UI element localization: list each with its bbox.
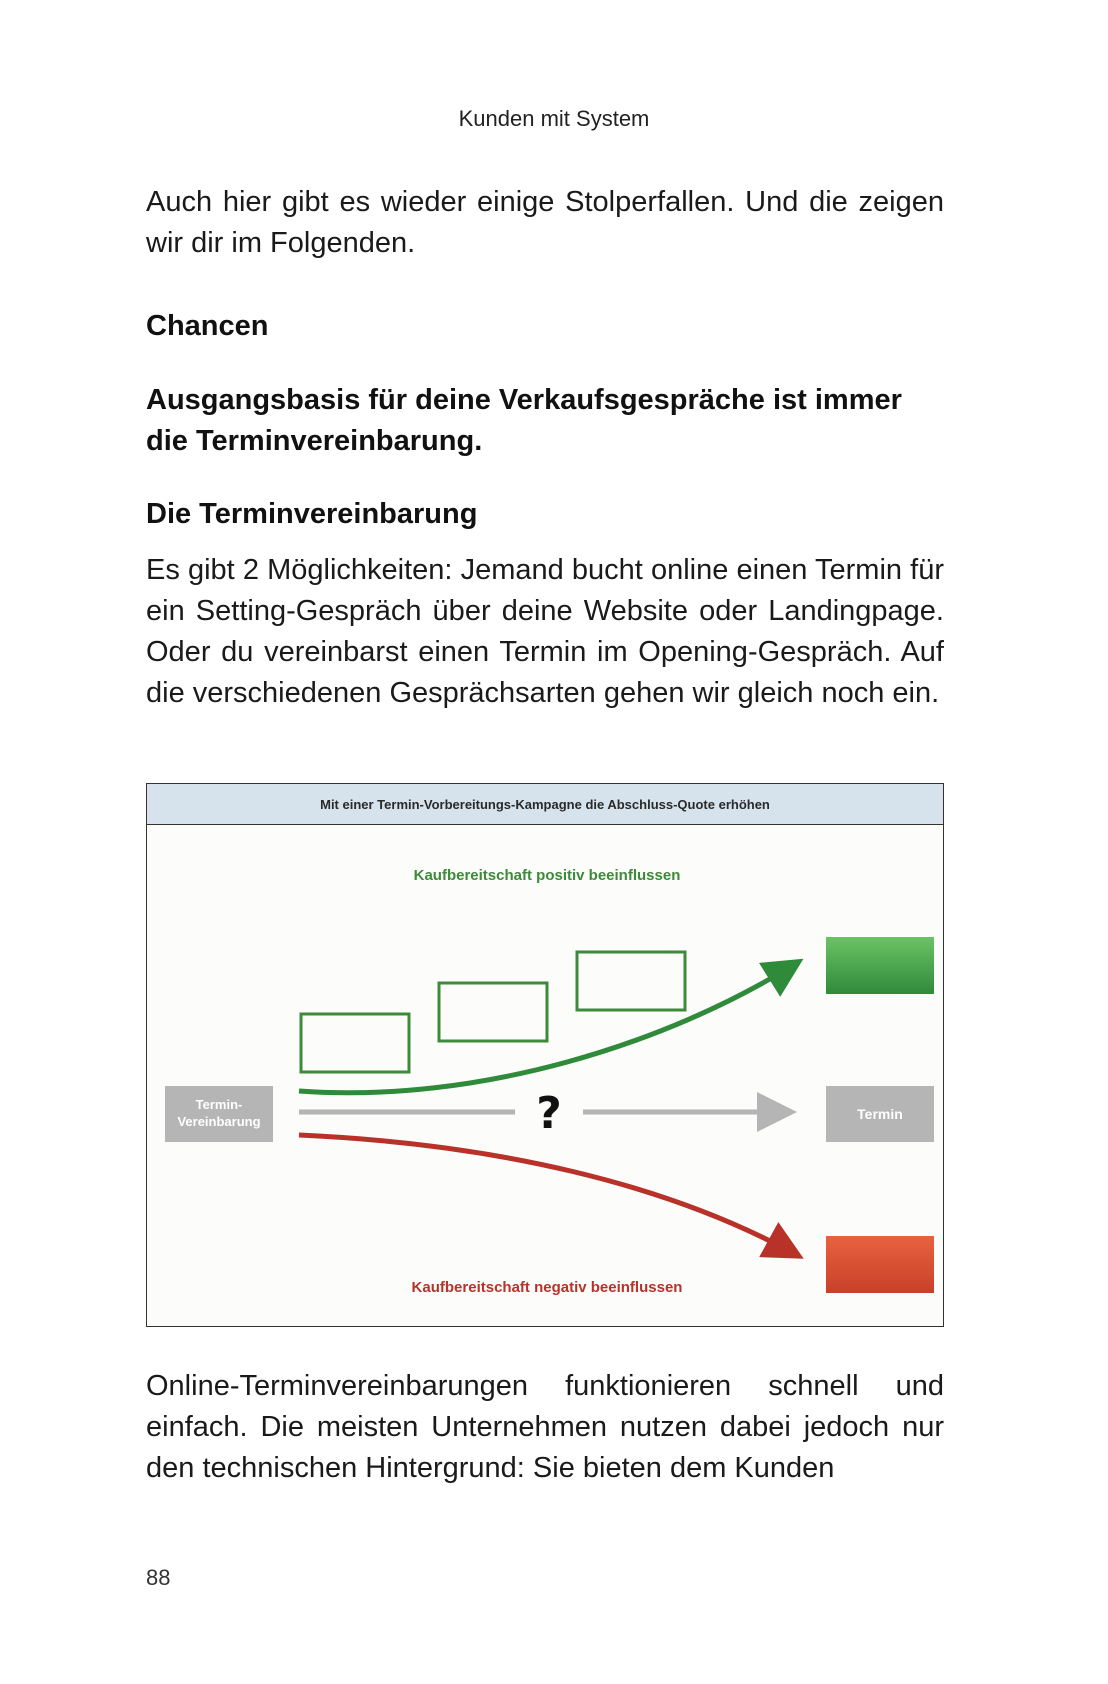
start-box-label-line2: Vereinbarung — [177, 1114, 261, 1129]
empty-step-box-2 — [439, 983, 547, 1041]
intro-paragraph: Auch hier gibt es wieder einige Stolperfallen. Und die zeigen wir dir im Folgenden. — [146, 186, 944, 259]
section-heading-chancen: Chancen — [146, 310, 269, 342]
start-box-label-line1: Termin- — [195, 1097, 243, 1112]
end-box-label: Termin — [857, 1106, 903, 1122]
positive-outcome-box — [826, 937, 934, 994]
subheading-block — [146, 494, 944, 535]
running-head: Kunden mit System — [458, 106, 650, 131]
empty-step-box-1 — [301, 1014, 409, 1072]
negative-label: Kaufbereitschaft negativ beeinflussen — [411, 1279, 683, 1296]
online-paragraph: Online-Terminvereinbarungen funktionieren schnell und einfach. Die meisten Unternehmen nutzen dabei jedoch nur den technischen Hintergrund: Sie bieten dem Kunden — [146, 1370, 944, 1484]
question-mark: ? — [536, 1088, 562, 1139]
campaign-diagram — [146, 783, 944, 1327]
positive-label: Kaufbereitschaft positiv beeinflussen — [413, 867, 681, 884]
diagram-title: Mit einer Termin-Vorbereitungs-Kampagne die Abschluss-Quote erhöhen — [147, 784, 943, 825]
page-number: 88 — [146, 1565, 171, 1590]
online-paragraph-block — [146, 1366, 944, 1489]
negative-outcome-box — [826, 1236, 934, 1293]
bold-statement-block — [146, 380, 944, 462]
negative-arrow — [299, 1135, 795, 1254]
options-paragraph: Es gibt 2 Möglichkeiten: Jemand bucht online einen Termin für ein Setting-Gespräch über deine Website oder Landingpage. Oder du vereinbarst einen Termin im Opening-Gespräch. Auf die verschiedenen Gesprächsarten gehen wir gleich noch ein. — [146, 554, 944, 709]
diagram-canvas — [147, 784, 945, 1328]
empty-step-box-3 — [577, 952, 685, 1010]
subheading-terminvereinbarung: Die Terminvereinbarung — [146, 498, 478, 530]
section-heading-block — [146, 306, 944, 347]
intro-paragraph-block — [146, 182, 944, 264]
options-paragraph-block — [146, 550, 944, 714]
bold-statement: Ausgangsbasis für deine Verkaufsgespräche ist immer die Terminvereinbarung. — [146, 384, 902, 457]
